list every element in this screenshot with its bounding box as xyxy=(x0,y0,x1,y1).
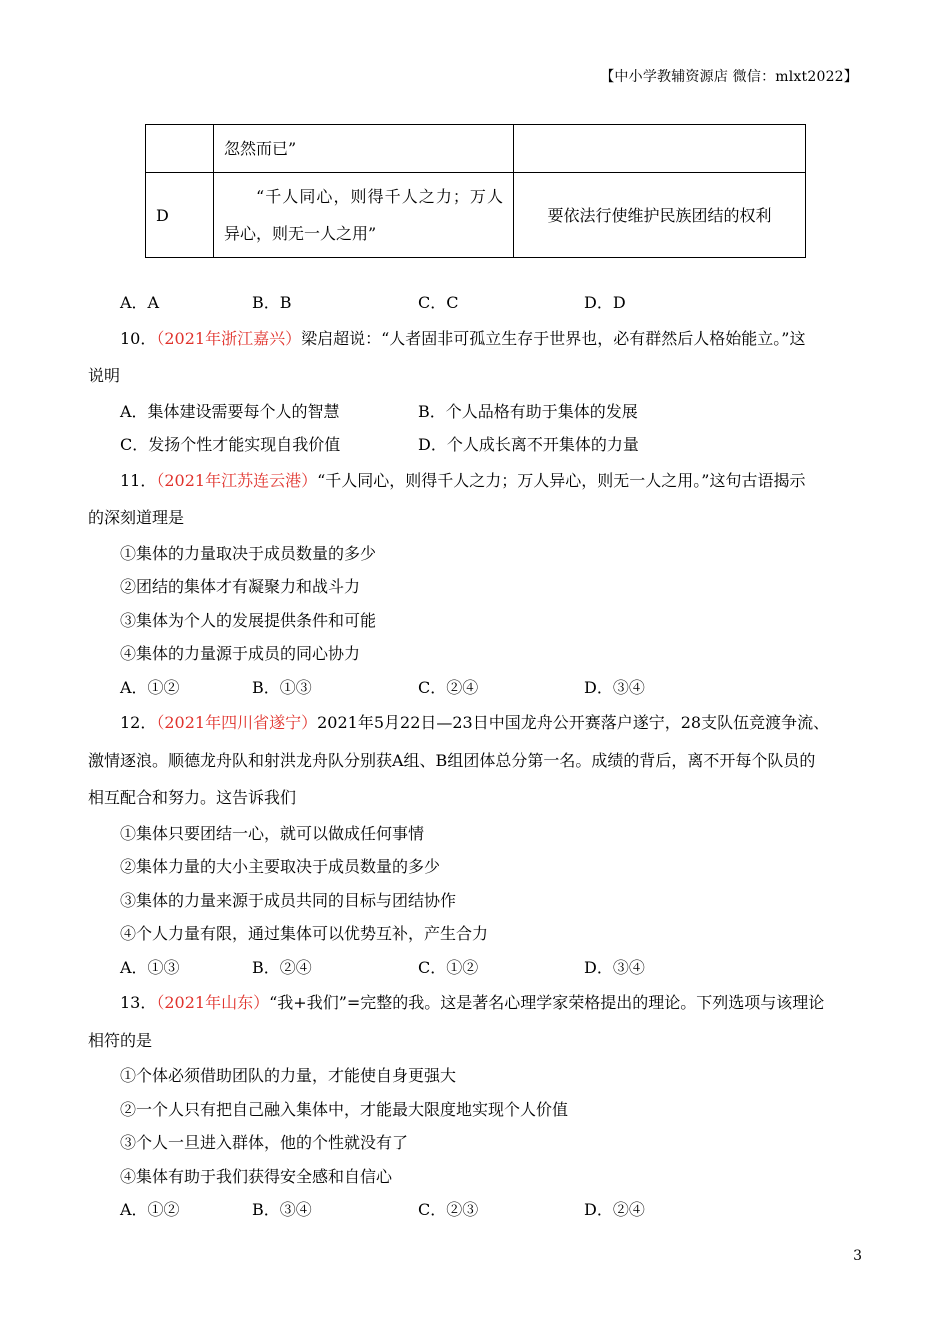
q9-options xyxy=(88,286,860,320)
stem-text: 梁启超说：“人者固非可孤立生存于世界也，必有群然后人格始能立。”这 xyxy=(301,328,806,348)
statement: ②集体力量的大小主要取决于成员数量的多少 xyxy=(120,857,441,876)
option-c[interactable]: C．发扬个性才能实现自我价值 xyxy=(120,435,341,454)
statement: ②一个人只有把自己融入集体中，才能最大限度地实现个人价值 xyxy=(120,1099,569,1119)
statement: ④集体的力量源于成员的同心协力 xyxy=(120,644,361,663)
question-number: 12． xyxy=(120,713,157,732)
option-b[interactable]: B．①③ xyxy=(252,677,312,697)
statement: ①集体只要团结一心，就可以做成任何事情 xyxy=(120,823,425,843)
option-c[interactable]: C．②③ xyxy=(418,1200,479,1219)
stem-text: “千人同心，则得千人之力；万人异心，则无一人之用。”这句古语揭示 xyxy=(317,470,806,490)
q10-stem-cont: 说明 xyxy=(88,366,121,385)
option-d[interactable]: D．③④ xyxy=(584,677,645,697)
question-number: 11． xyxy=(120,470,157,490)
header-note: 【中小学教辅资源店 微信：mlxt2022】 xyxy=(600,69,858,85)
statement: ①个体必须借助团队的力量，才能使自身更强大 xyxy=(120,1066,457,1085)
option-a[interactable]: A．集体建设需要每个人的智慧 xyxy=(120,401,340,421)
statement: ④个人力量有限，通过集体可以优势互补，产生合力 xyxy=(120,924,489,943)
question-number: 10． xyxy=(120,328,157,348)
option-d[interactable]: D．D xyxy=(584,293,626,312)
option-a[interactable]: A．①② xyxy=(120,677,180,697)
option-d[interactable]: D．②④ xyxy=(584,1200,645,1219)
table-row xyxy=(146,125,806,173)
q13-stem-cont: 相符的是 xyxy=(88,1030,153,1050)
comparison-table xyxy=(145,124,806,258)
q10-stem xyxy=(88,320,860,358)
q12-stem-cont: 相互配合和努力。这告诉我们 xyxy=(88,788,297,807)
q11-options xyxy=(88,671,860,705)
q11-stem-cont: 的深刻道理是 xyxy=(88,508,185,527)
q10-options-row1 xyxy=(88,395,860,429)
table-cell-meaning xyxy=(514,125,806,173)
option-b[interactable]: B．个人品格有助于集体的发展 xyxy=(418,401,638,421)
option-c[interactable]: C．C xyxy=(418,293,459,312)
option-a[interactable]: A．①② xyxy=(120,1200,180,1219)
option-c[interactable]: C．①② xyxy=(418,957,479,977)
option-d[interactable]: D．个人成长离不开集体的力量 xyxy=(418,435,639,454)
q10-options-row2 xyxy=(88,428,860,462)
option-b[interactable]: B．③④ xyxy=(252,1200,312,1219)
page-number: 3 xyxy=(853,1248,862,1264)
option-c[interactable]: C．②④ xyxy=(418,677,479,697)
table-cell-quote: 忽然而已” xyxy=(214,125,514,173)
question-source: （2021年四川省遂宁） xyxy=(156,713,318,732)
option-a[interactable]: A．①③ xyxy=(120,957,180,977)
table-cell-meaning: 要依法行使维护民族团结的权利 xyxy=(514,173,806,258)
q13-options xyxy=(88,1193,860,1227)
table-row xyxy=(146,173,806,258)
stem-text: 2021年5月22日—23日中国龙舟公开赛落户遂宁，28支队伍竞渡争流、 xyxy=(317,713,830,732)
statement: ①集体的力量取决于成员数量的多少 xyxy=(120,543,377,563)
statement: ③集体为个人的发展提供条件和可能 xyxy=(120,610,377,630)
option-a[interactable]: A．A xyxy=(120,293,160,312)
statement: ②团结的集体才有凝聚力和战斗力 xyxy=(120,577,361,596)
q12-stem-cont: 激情逐浪。顺德龙舟队和射洪龙舟队分别获A组、B组团体总分第一名。成绩的背后，离不开每个队员的 xyxy=(88,750,816,770)
stem-text: “我+我们”=完整的我。这是著名心理学家荣格提出的理论。下列选项与该理论 xyxy=(269,993,825,1012)
question-list xyxy=(88,286,860,1227)
statement: ④集体有助于我们获得安全感和自信心 xyxy=(120,1166,393,1186)
table-cell-label xyxy=(146,125,214,173)
q12-options xyxy=(88,951,860,985)
q11-stem xyxy=(88,462,860,500)
question-source: （2021年浙江嘉兴） xyxy=(156,328,302,348)
table-cell-quote: “千人同心，则得千人之力；万人异心，则无一人之用” xyxy=(214,173,514,258)
table-cell-label: D xyxy=(146,173,214,258)
statement: ③集体的力量来源于成员共同的目标与团结协作 xyxy=(120,890,457,910)
question-number: 13． xyxy=(120,993,157,1012)
question-source: （2021年山东） xyxy=(156,993,270,1012)
q12-stem xyxy=(88,704,860,742)
option-d[interactable]: D．③④ xyxy=(584,957,645,977)
q13-stem xyxy=(88,984,860,1022)
question-source: （2021年江苏连云港） xyxy=(156,470,318,490)
statement: ③个人一旦进入群体，他的个性就没有了 xyxy=(120,1133,409,1152)
option-b[interactable]: B．②④ xyxy=(252,957,312,977)
option-b[interactable]: B．B xyxy=(252,293,292,312)
